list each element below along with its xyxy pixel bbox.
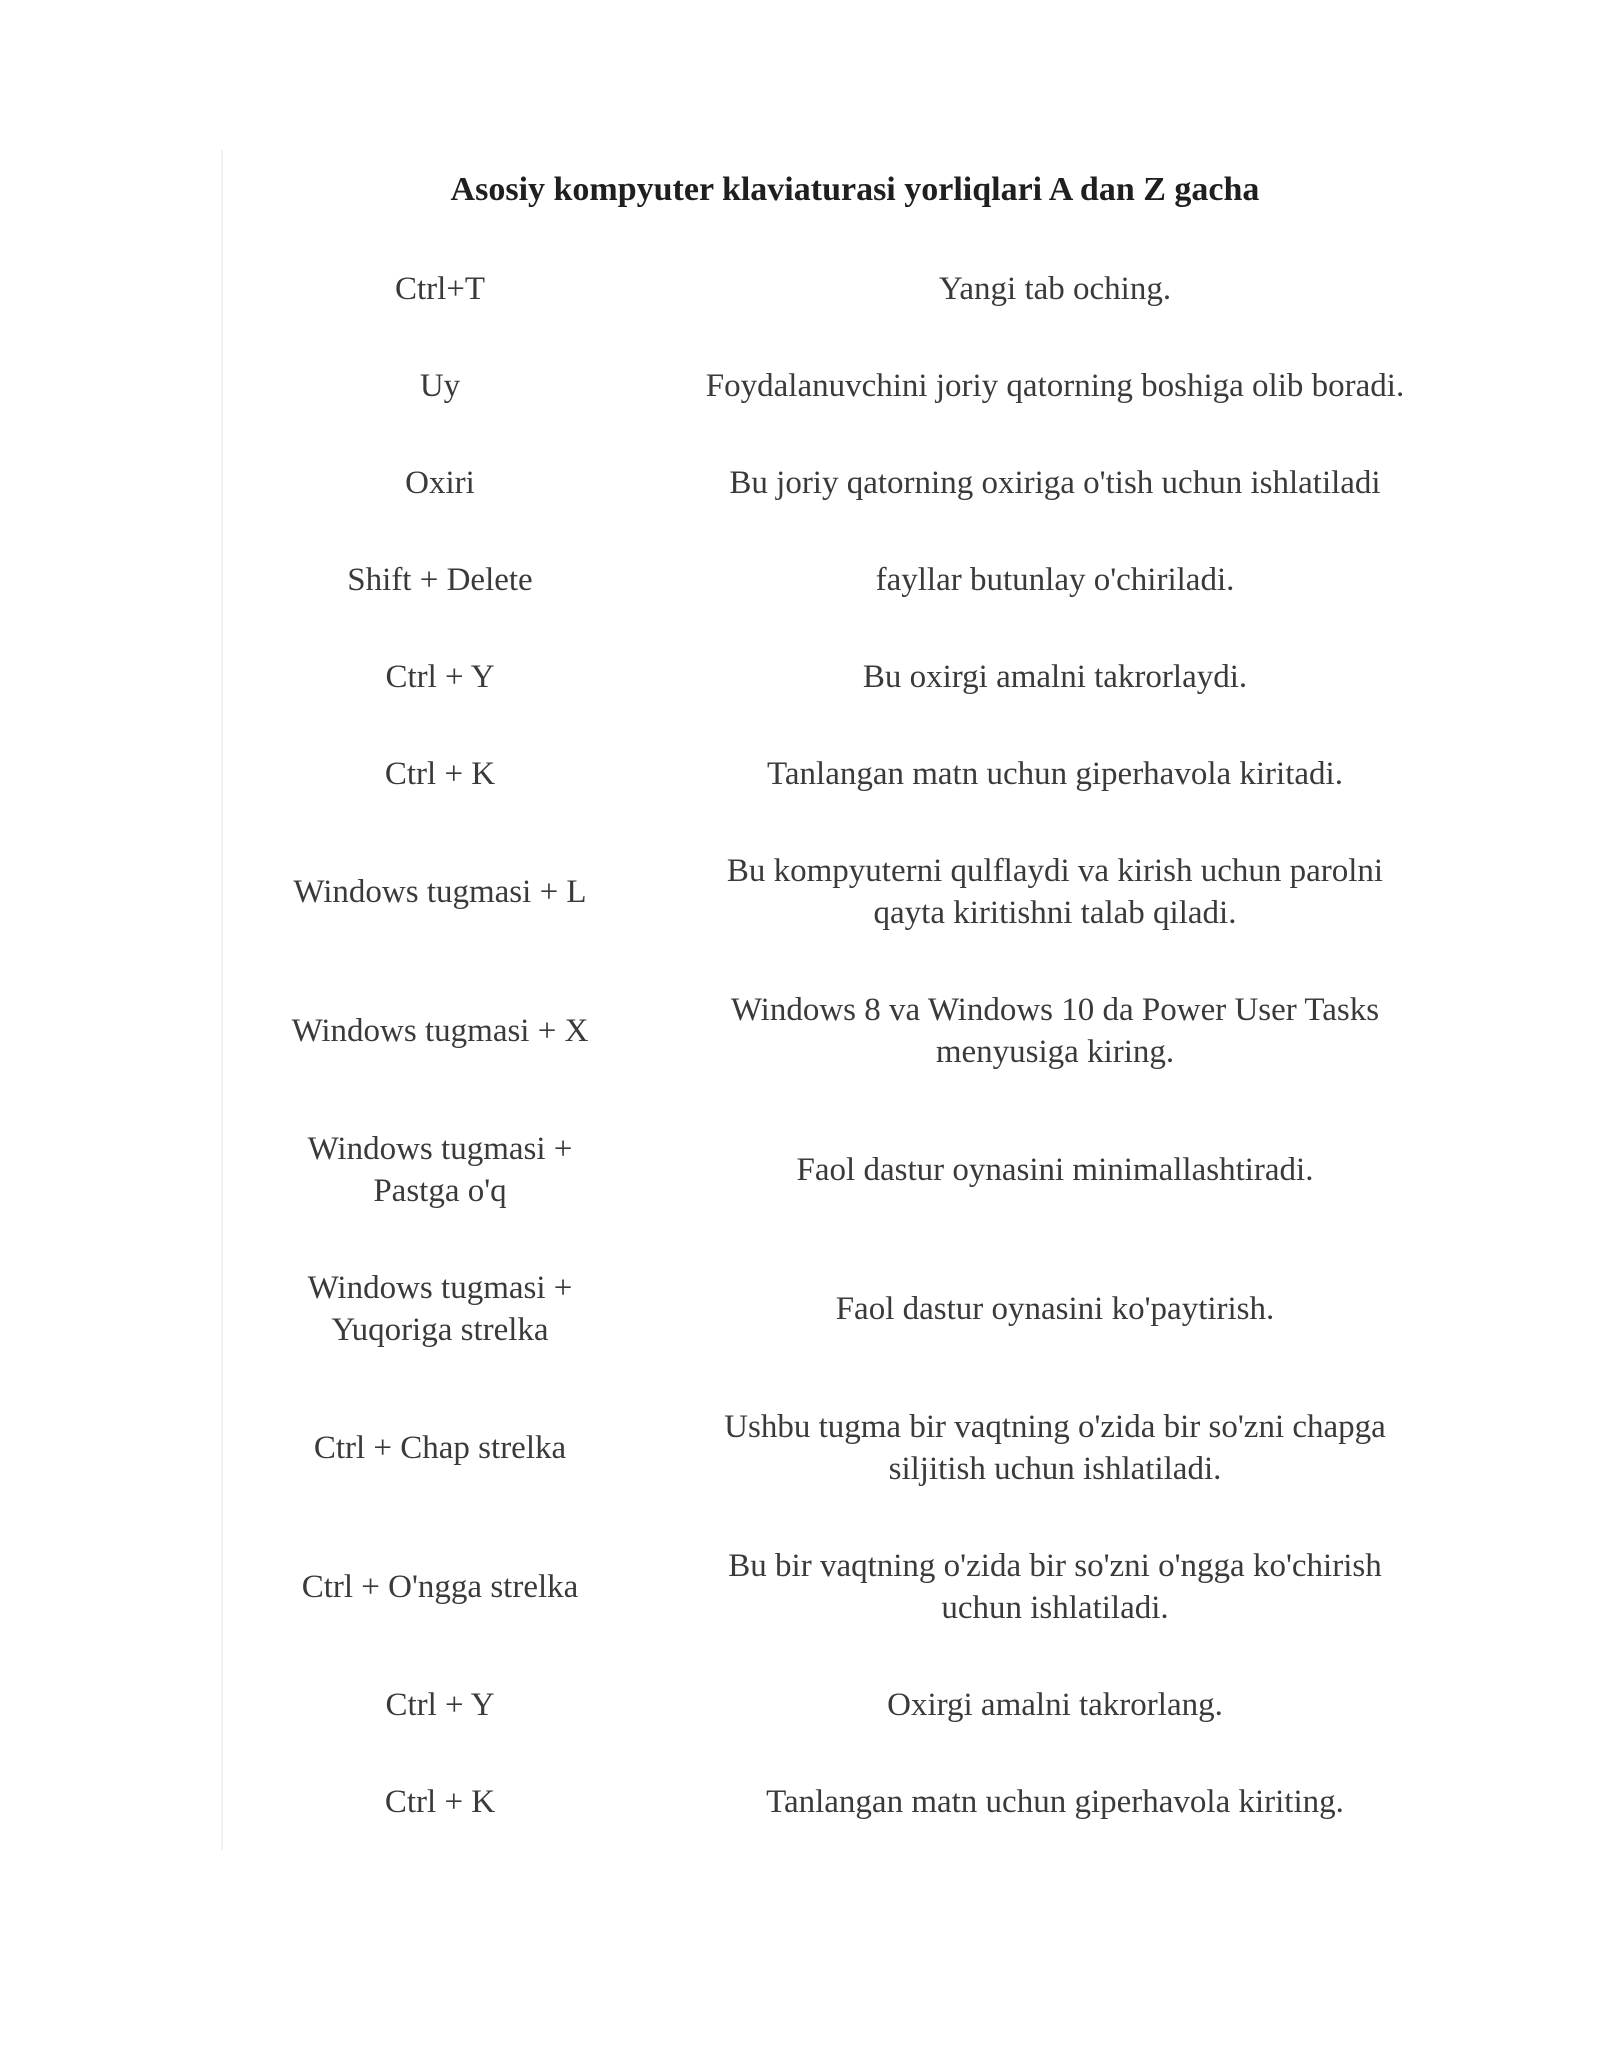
shortcut-description [630,989,1480,1073]
shortcut-description-line: Faol dastur oynasini minimallashtiradi. [796,1151,1314,1188]
shortcut-description [630,559,1480,601]
table-row [250,531,1480,628]
shortcut-key-line: Ctrl + Chap strelka [313,1429,567,1466]
shortcut-key-line: Ctrl + K [384,1783,496,1820]
shortcut-key [250,559,630,601]
table-row [250,1656,1480,1753]
shortcut-description [630,1781,1480,1823]
shortcut-key [250,462,630,504]
shortcut-description-line: Tanlangan matn uchun giperhavola kiriting. [766,1783,1344,1820]
table-row [250,1753,1480,1850]
shortcut-description-line: siljitish uchun ishlatiladi. [888,1450,1222,1487]
shortcut-key [250,1128,630,1212]
shortcut-key [250,1566,630,1608]
shortcut-description [630,1149,1480,1191]
shortcut-description-line: Foydalanuvchini joriy qatorning boshiga olib boradi. [705,367,1405,404]
margin-rule [221,150,223,1850]
shortcut-description [630,365,1480,407]
shortcut-key [250,656,630,698]
shortcut-description-line: Bu joriy qatorning oxiriga o'tish uchun ishlatiladi [729,464,1381,501]
shortcut-key [250,268,630,310]
table-row [250,1239,1480,1378]
shortcut-description [630,462,1480,504]
shortcut-key-line: Ctrl + Y [385,658,495,695]
shortcut-description-line: Faol dastur oynasini ko'paytirish. [835,1290,1275,1327]
shortcut-key [250,753,630,795]
shortcut-key-line: Ctrl + K [384,755,496,792]
shortcut-description [630,1406,1480,1490]
shortcut-key-line: Yuqoriga strelka [331,1311,549,1348]
document-title: Asosiy kompyuter klaviaturasi yorliqlari A dan Z gacha [450,171,1260,208]
shortcut-description-line: fayllar butunlay o'chiriladi. [875,561,1235,598]
shortcut-description [630,1288,1480,1330]
table-row [250,1100,1480,1239]
shortcut-description-line: Bu kompyuterni qulflaydi va kirish uchun parolni [726,852,1384,889]
shortcut-description [630,850,1480,934]
shortcut-description-line: Bu oxirgi amalni takrorlaydi. [862,658,1248,695]
shortcut-description-line: Windows 8 va Windows 10 da Power User Tasks [730,991,1380,1028]
shortcut-description [630,656,1480,698]
shortcut-key-line: Oxiri [405,464,475,501]
shortcut-description-line: uchun ishlatiladi. [941,1589,1169,1626]
shortcut-key [250,1267,630,1351]
table-row [250,434,1480,531]
table-row [250,1378,1480,1517]
shortcut-description-line: menyusiga kiring. [935,1033,1175,1070]
shortcut-key [250,1427,630,1469]
shortcut-key [250,1010,630,1052]
shortcut-key [250,871,630,913]
shortcut-key-line: Windows tugmasi + [307,1269,573,1306]
table-row [250,961,1480,1100]
table-row [250,822,1480,961]
shortcut-description-line: qayta kiritishni talab qiladi. [873,894,1237,931]
shortcut-description-line: Tanlangan matn uchun giperhavola kiritadi. [767,755,1343,792]
shortcut-key-line: Shift + Delete [347,561,533,598]
shortcut-description-line: Ushbu tugma bir vaqtning o'zida bir so'zni chapga [724,1408,1386,1445]
shortcut-key-line: Ctrl+T [394,270,486,307]
table-row [250,725,1480,822]
shortcut-key-line: Ctrl + O'ngga strelka [301,1568,579,1605]
shortcut-description [630,753,1480,795]
shortcut-description [630,1684,1480,1726]
table-row [250,1517,1480,1656]
shortcut-description-line: Oxirgi amalni takrorlang. [887,1686,1223,1723]
shortcut-key-line: Ctrl + Y [385,1686,495,1723]
shortcut-description [630,1545,1480,1629]
shortcut-key-line: Windows tugmasi + L [293,873,587,910]
shortcut-description [630,268,1480,310]
shortcut-key-line: Windows tugmasi + X [291,1012,589,1049]
shortcut-key [250,1781,630,1823]
table-row [250,337,1480,434]
shortcut-key-line: Uy [419,367,461,404]
table-row [250,240,1480,337]
shortcut-key [250,365,630,407]
shortcut-key [250,1684,630,1726]
shortcut-table [250,240,1480,1850]
shortcut-key-line: Windows tugmasi + [307,1130,573,1167]
table-row [250,628,1480,725]
shortcut-key-line: Pastga o'q [373,1172,507,1209]
shortcut-description-line: Bu bir vaqtning o'zida bir so'zni o'ngga ko'chirish [728,1547,1382,1584]
shortcut-description-line: Yangi tab oching. [938,270,1172,307]
